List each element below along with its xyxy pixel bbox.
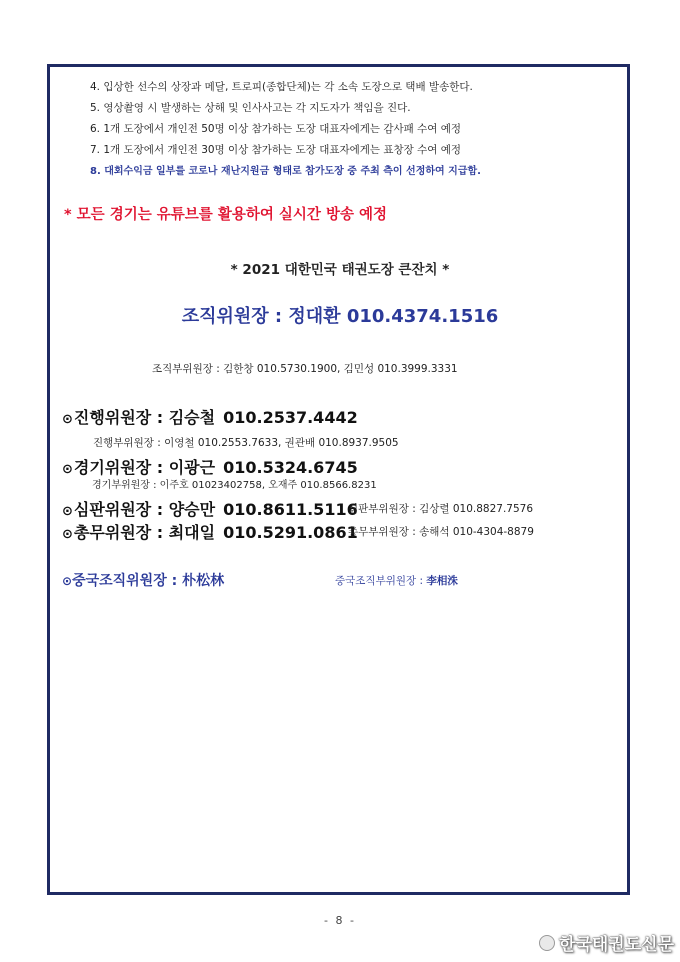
bullet-icon: ⊙ bbox=[62, 504, 73, 519]
general-affairs-chair-name: 총무위원장 : 최대일 bbox=[73, 523, 216, 542]
page-number: - 8 - bbox=[324, 914, 356, 927]
progress-chair-name: 진행위원장 : 김승철 bbox=[73, 408, 216, 427]
event-title: * 2021 대한민국 태권도장 큰잔치 * bbox=[230, 262, 450, 278]
progress-chair-phone: 010.2537.4442 bbox=[223, 408, 358, 427]
notice-item-7: 7. 1개 도장에서 개인전 30명 이상 참가하는 도장 대표자에게는 표창장 수여 예정 bbox=[90, 144, 462, 156]
progress-vice-chair: 진행부위원장 : 이영철 010.2553.7633, 권관배 010.8937.9505 bbox=[93, 437, 399, 449]
referee-committee-chair bbox=[62, 497, 358, 520]
watermark-text: 한국태권도신문 bbox=[559, 935, 674, 955]
referee-chair-phone: 010.8611.5116 bbox=[223, 500, 358, 519]
general-affairs-chair-phone: 010.5291.0861 bbox=[223, 523, 358, 542]
referee-chair-name: 심판위원장 : 양승만 bbox=[73, 500, 216, 519]
organizing-vice-chair: 조직부위원장 : 김한창 010.5730.1900, 김민성 010.3999.3331 bbox=[152, 363, 458, 375]
organizing-chair: 조직위원장 : 정대환 010.4374.1516 bbox=[181, 306, 499, 327]
competition-chair-phone: 010.5324.6745 bbox=[223, 458, 358, 477]
notice-item-8: 8. 대회수익금 일부를 코로나 재난지원금 형태로 참가도장 중 주최 측이 선정하여 지급함. bbox=[90, 166, 481, 177]
bullet-icon: ⊙ bbox=[62, 574, 73, 588]
bullet-icon: ⊙ bbox=[62, 412, 73, 427]
competition-vice-chair: 경기부위원장 : 이주호 01023402758, 오재주 010.8566.8231 bbox=[92, 480, 377, 491]
general-affairs-committee-chair bbox=[62, 520, 358, 543]
progress-committee-chair bbox=[62, 405, 358, 428]
broadcast-notice: * 모든 경기는 유튜브를 활용하여 실시간 방송 예정 bbox=[64, 207, 388, 223]
china-vice-chair-name: 李相洙 bbox=[426, 575, 458, 587]
notice-item-6: 6. 1개 도장에서 개인전 50명 이상 참가하는 도장 대표자에게는 감사패 수여 예정 bbox=[90, 123, 462, 135]
china-vice-chair-label: 중국조직부위원장 : bbox=[335, 575, 427, 587]
china-committee-chair bbox=[62, 570, 224, 590]
china-chair-name: 중국조직위원장 : 朴松林 bbox=[72, 573, 225, 589]
competition-committee-chair bbox=[62, 455, 358, 478]
china-vice-chair bbox=[335, 573, 458, 588]
general-affairs-vice-chair: 총무부위원장 : 송해석 010-4304-8879 bbox=[348, 526, 534, 538]
watermark bbox=[539, 930, 674, 955]
bullet-icon: ⊙ bbox=[62, 462, 73, 477]
referee-vice-chair: 심판부위원장 : 김상렬 010.8827.7576 bbox=[348, 503, 533, 515]
notice-item-4: 4. 입상한 선수의 상장과 메달, 트로피(종합단체)는 각 소속 도장으로 택배 발송한다. bbox=[90, 81, 473, 93]
competition-chair-name: 경기위원장 : 이광근 bbox=[73, 458, 216, 477]
newspaper-logo-icon bbox=[539, 935, 555, 951]
bullet-icon: ⊙ bbox=[62, 527, 73, 542]
notice-item-5: 5. 영상촬영 시 발생하는 상해 및 인사사고는 각 지도자가 책임을 진다. bbox=[90, 102, 411, 114]
